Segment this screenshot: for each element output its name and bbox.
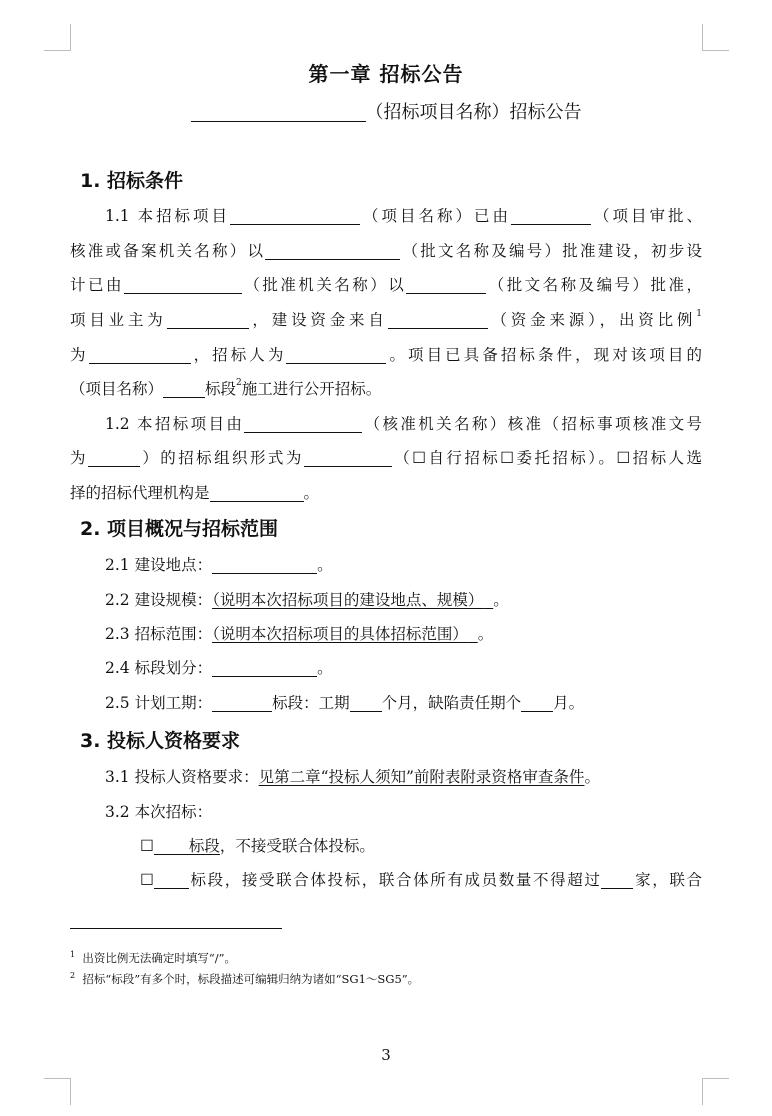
page-number: 3 (381, 1046, 391, 1064)
chapter-title: 第一章 招标公告 (308, 62, 464, 86)
footnote-ref-1: 1 (696, 309, 702, 319)
footnote-2: $^2$ 招标“标段”有多个时，标段描述可编辑归纳为诸如“SG1～SG5”。 (70, 971, 420, 986)
s1-line-6: （项目名称） 标段$^2$施工进行公开招标。 (70, 378, 382, 398)
footnote-separator (70, 928, 282, 929)
s1-line-7: 1.2 本招标项目由 （核准机关名称）核准（招标事项核准文号 (105, 409, 702, 439)
corner-mark-top-left (44, 24, 71, 51)
corner-mark-top-right (702, 24, 729, 51)
s3-option-no-consortium: ☐ 标段，不接受联合体投标。 (140, 831, 702, 861)
s1-line-8: 为 ）的招标组织形式为 （☐自行招标☐委托招标）。☐招标人选 (70, 443, 702, 473)
s2-item-tender-scope: 2.3 招标范围：（说明本次招标项目的具体招标范围） 。 (105, 625, 494, 643)
s1-line-2: 核准或备案机关名称）以 （批文名称及编号）批准建设，初步设 (70, 236, 702, 266)
s1-line-4: 项目业主为 ，建设资金来自 （资金来源），出资比例$^1$ (70, 309, 702, 329)
s1-line-1: 1.1 本招标项目 （项目名称）已由 （项目审批、 (105, 201, 702, 231)
footnote-1: $^1$ 出资比例无法确定时填写“/”。 (70, 950, 237, 965)
corner-mark-bottom-left (44, 1078, 71, 1105)
section-1-heading: 1. 招标条件 (80, 170, 184, 192)
s3-option-consortium: ☐ 标段，接受联合体投标，联合体所有成员数量不得超过 家，联合 (140, 865, 702, 895)
s1-line-9: 择的招标代理机构是 。 (70, 478, 702, 508)
s2-item-planned-schedule: 2.5 计划工期： 标段：工期 个月，缺陷责任期个 月。 (105, 688, 702, 718)
checkbox-consortium[interactable]: ☐ (140, 871, 154, 889)
checkbox-no-consortium[interactable]: ☐ (140, 837, 154, 855)
s2-item-lot-division: 2.4 标段划分： 。 (105, 653, 702, 683)
project-name-blank (191, 101, 366, 122)
section-3-heading: 3. 投标人资格要求 (80, 730, 241, 752)
corner-mark-bottom-right (702, 1078, 729, 1105)
s3-item-qualification: 3.1 投标人资格要求：见第二章“投标人须知”前附表附录资格审查条件。 (105, 768, 600, 786)
announcement-subtitle: （招标项目名称）招标公告 (0, 98, 772, 124)
section-2-heading: 2. 项目概况与招标范围 (80, 518, 279, 540)
s2-item-construction-site: 2.1 建设地点： 。 (105, 550, 702, 580)
s2-item-construction-scale: 2.2 建设规模：（说明本次招标项目的建设地点、规模） 。 (105, 591, 509, 609)
s1-line-5: 为 ，招标人为 。项目已具备招标条件，现对该项目的 (70, 340, 702, 370)
s1-line-3: 计已由 （批准机关名称）以 （批文名称及编号）批准， (70, 270, 702, 300)
s3-item-this-tender: 3.2 本次招标： (105, 803, 213, 821)
footnote-ref-2: 2 (236, 378, 242, 388)
